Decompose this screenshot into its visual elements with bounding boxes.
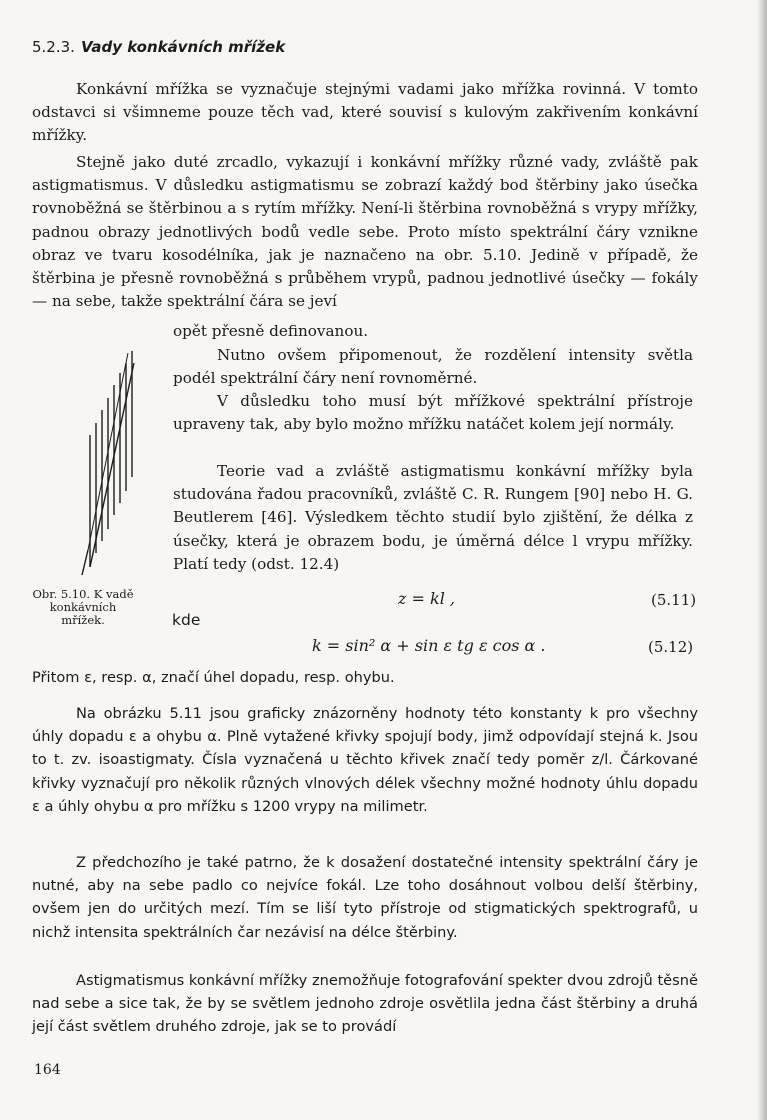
paragraph-9: Astigmatismus konkávní mřížky znemožňuje fotografování spekter dvou zdrojů těsně nad sebe a sice tak, že by se světlem jednoho zdroje osvětlila jedna část štěrbiny a druhá její část světlem druhého zdroje, jak se to provádí (32, 972, 698, 1036)
section-heading (32, 38, 285, 56)
equation-5-11: z = kl , (398, 589, 455, 608)
figure-caption: Obr. 5.10. K vadě konkávních mřížek. (32, 587, 134, 627)
section-title: Vady konkávních mřížek (80, 38, 286, 56)
equation-5-12: k = sin² α + sin ε tg ε cos α . (312, 636, 546, 655)
paragraph-8: Z předchozího je také patrno, že k dosažení dostatečné intensity spektrální čáry je nutné, aby na sebe padlo co nejvíce fokál. Lze toho dosáhnout volbou delší štěrbiny, ovšem jen do určitých mezí. Tím se liší tyto přístroje od stigmatických spektrografů, u nichž intensita spektrálních čar nezávisí na délce štěrbiny. (32, 854, 698, 941)
paragraph-3: Nutno ovšem připomenout, že rozdělení intensity světla podél spektrální čáry není rovnoměrné. (173, 346, 693, 388)
paragraph-5: Teorie vad a zvláště astigmatismu konkávní mřížky byla studována řadou pracovníků, zvláště C. R. Rungem [90] nebo H. G. Beutlerem [46]. Výsledkem těchto studií bylo zjištění, že délka z úsečky, která je obrazem bodu, je úměrná délce l vrypu mřížky. Platí tedy (odst. 12.4) (173, 462, 693, 573)
paragraph-4: V důsledku toho musí být mřížkové spektrální přístroje upraveny tak, aby bylo možno mřížku natáčet kolem její normály. (173, 392, 693, 434)
paragraph-2: Stejně jako duté zrcadlo, vykazují i konkávní mřížky různé vady, zvláště pak astigmatismus. V důsledku astigmatismu se zobrazí každý bod štěrbiny jako úsečka rovnoběžná se štěrbinou a s rytím mřížky. Není-li štěrbina rovnoběžná s vrypy mřížky, padnou obrazy jednotlivých bodů vedle sebe. Proto místo spektrální čáry vznikne obraz ve tvaru kosodélníka, jak je naznačeno na obr. 5.10. Jedině v případě, že štěrbina je přesně rovnoběžná s průběhem vrypů, padnou jednotlivé úsečky — fokály — na sebe, takže spektrální čára se jeví (32, 153, 698, 311)
book-spine-shadow (757, 0, 767, 1120)
section-number: 5.2.3. (32, 38, 75, 56)
paragraph-1: Konkávní mřížka se vyznačuje stejnými vadami jako mřížka rovinná. V tomto odstavci si všimneme pouze těch vad, které souvisí s kulovým zakřivením konkávní mřížky. (32, 80, 698, 145)
figure-rhombus-slit-image (70, 345, 140, 587)
page-number: 164 (34, 1062, 61, 1078)
equation-5-12-number: (5.12) (648, 638, 694, 656)
paragraph-2-end: opět přesně definovanou. (173, 322, 369, 340)
paragraph-7: Na obrázku 5.11 jsou graficky znázorněny hodnoty této konstanty k pro všechny úhly dopadu ε a ohybu α. Plně vytažené křivky spojují body, jimž odpovídají stejná k. Jsou to t. zv. isoastigmaty. Čísla vyznačená u těchto křivek značí tedy poměr z/l. Čárkované křivky vyznačují pro několik různých vlnových délek všechny možné hodnoty úhlu dopadu ε a úhly ohybu α pro mřížku s 1200 vrypy na milimetr. (32, 705, 698, 815)
paragraph-6: Přitom ε, resp. α, značí úhel dopadu, resp. ohybu. (32, 669, 395, 686)
equation-5-11-number: (5.11) (651, 591, 697, 609)
fig-slit-line-bottom (82, 550, 88, 575)
equation-kde-word: kde (172, 611, 201, 629)
